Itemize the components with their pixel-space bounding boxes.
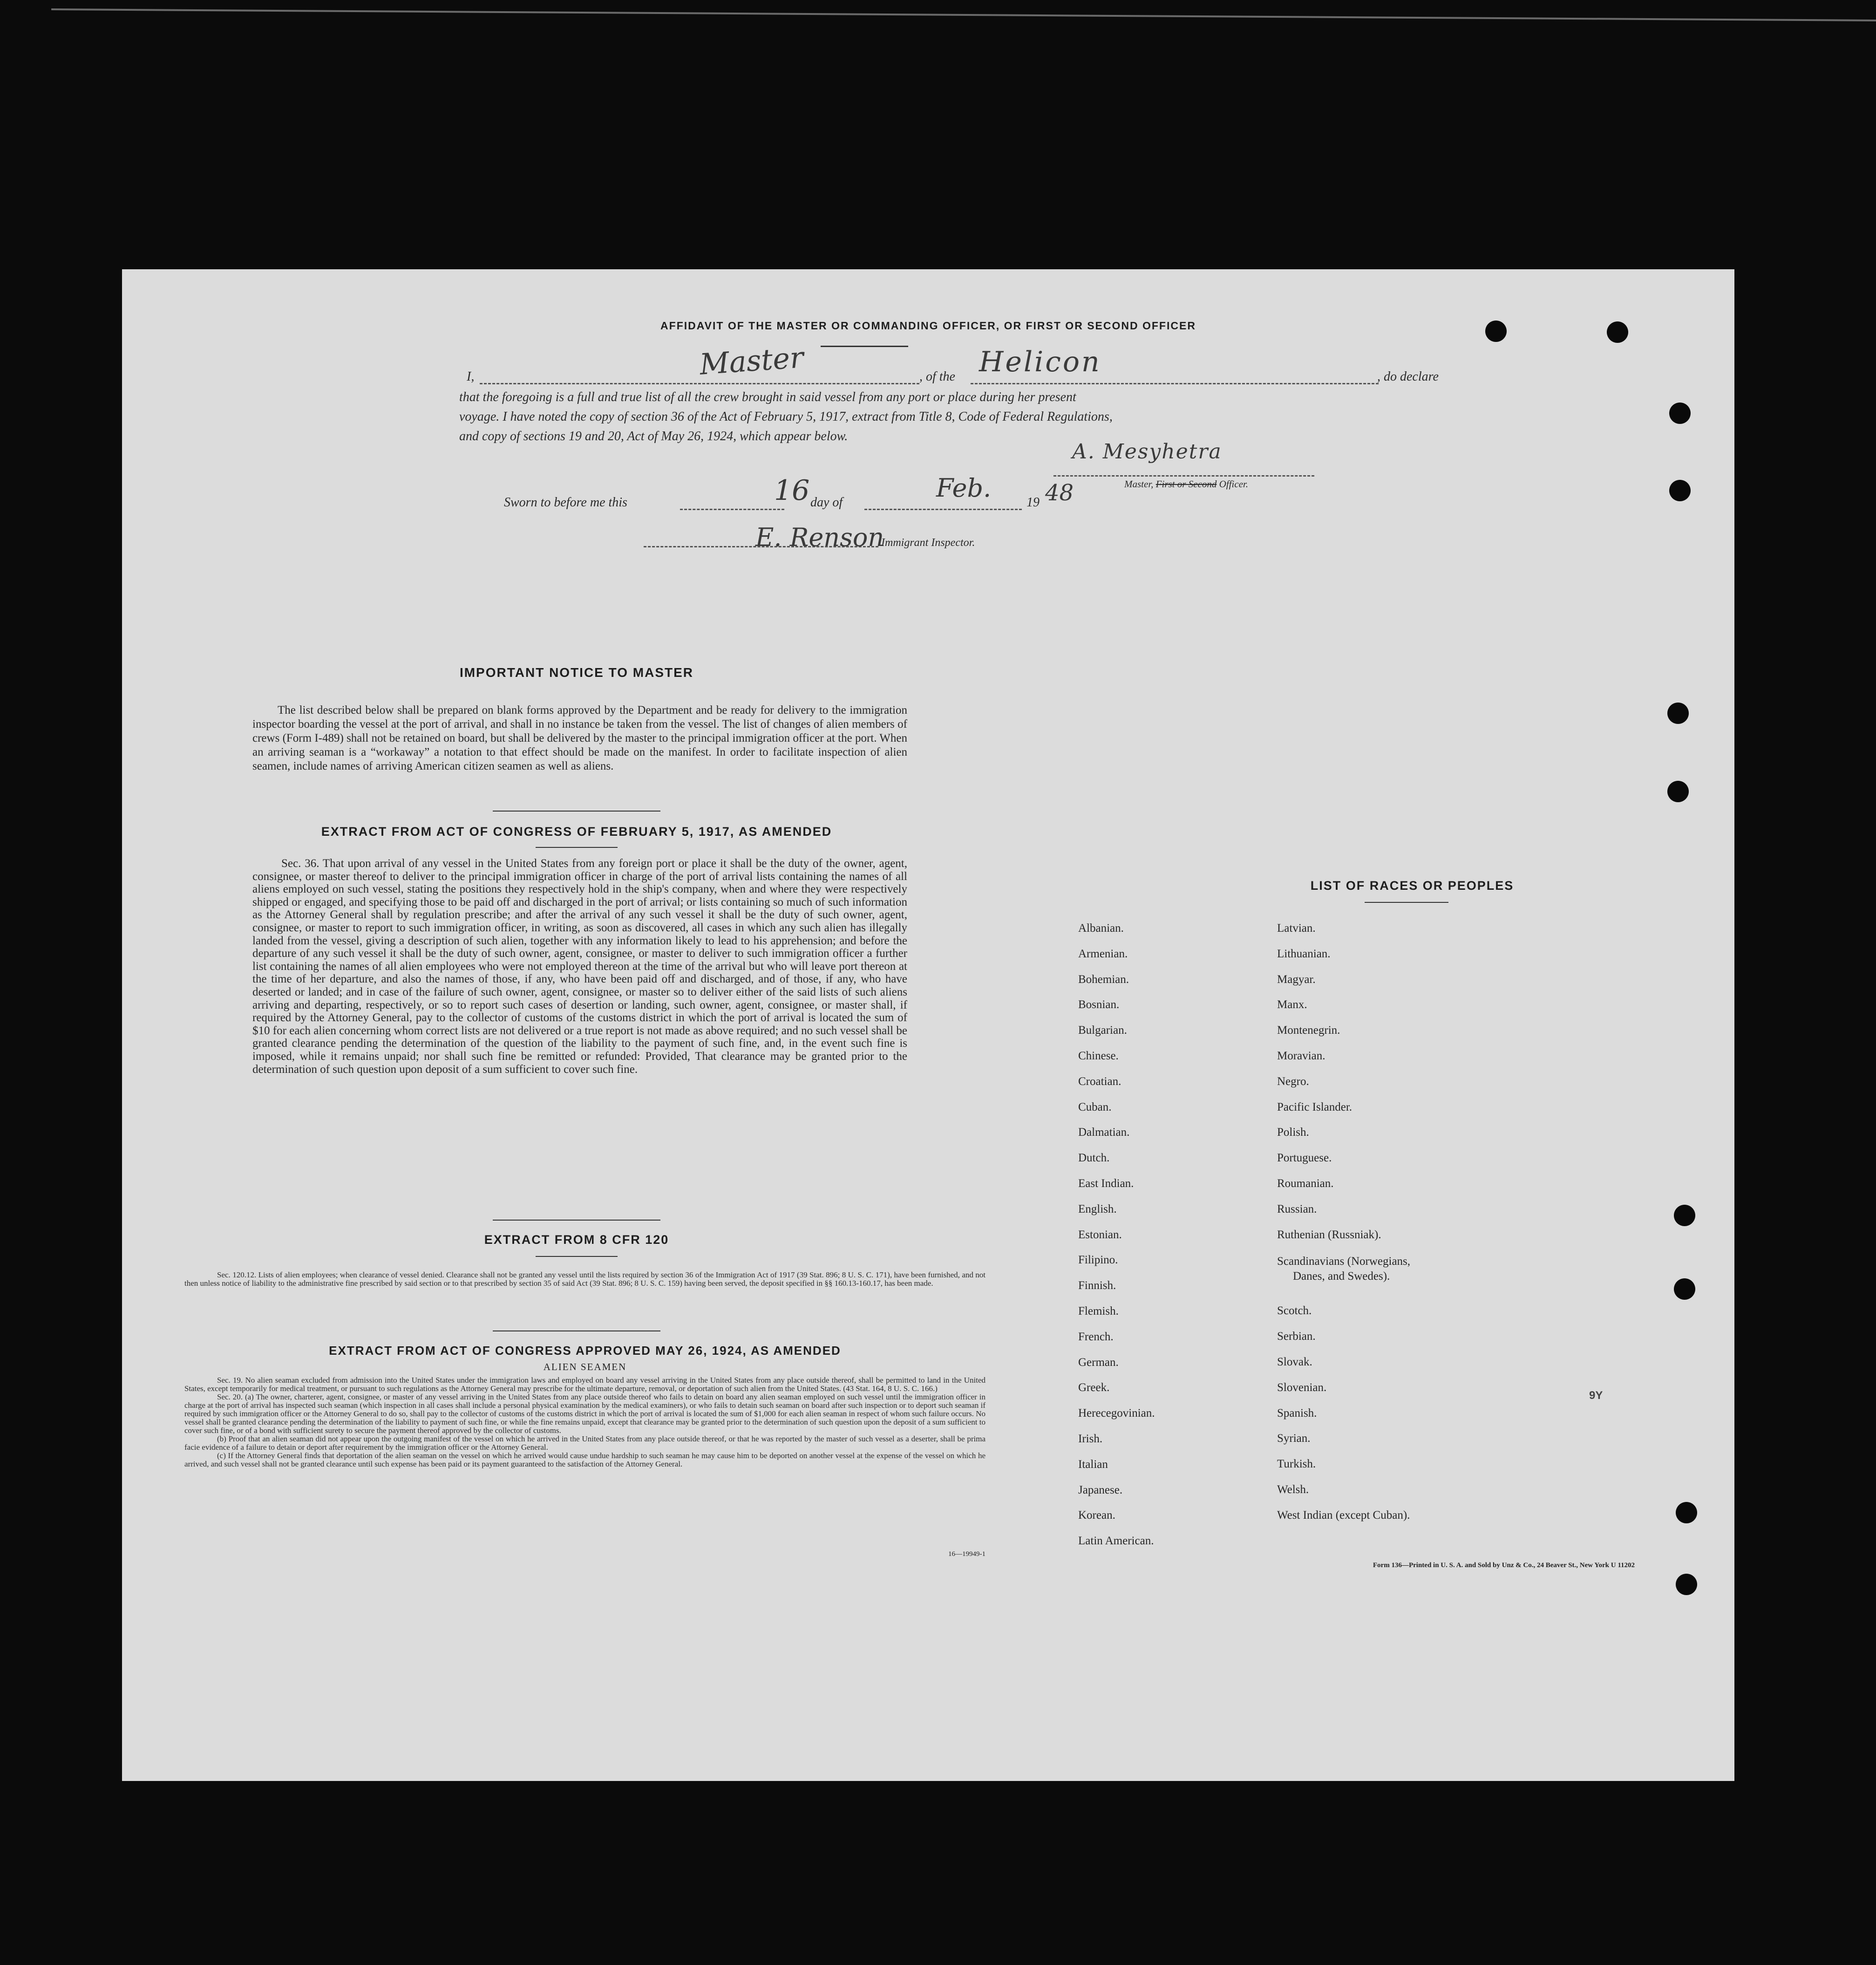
punch-hole	[1667, 781, 1689, 802]
extract-cfr-title: EXTRACT FROM 8 CFR 120	[484, 1233, 669, 1247]
divider	[536, 1256, 618, 1257]
race-item: Japanese.	[1078, 1483, 1123, 1496]
race-item: Flemish.	[1078, 1304, 1119, 1317]
race-item: Spanish.	[1277, 1406, 1317, 1419]
sworn-label: Sworn to before me this	[504, 495, 627, 510]
race-item: Slovak.	[1277, 1355, 1312, 1368]
film-edge	[51, 8, 1876, 35]
race-item: Negro.	[1277, 1075, 1309, 1088]
race-item: Bohemian.	[1078, 973, 1129, 986]
punch-hole	[1674, 1205, 1695, 1226]
affidavit-title: AFFIDAVIT OF THE MASTER OR COMMANDING OFFICER, OR FIRST OR SECOND OFFICER	[660, 320, 1196, 332]
divider	[821, 346, 908, 347]
race-item: Bosnian.	[1078, 998, 1120, 1011]
declaration-line: that the foregoing is a full and true list of all the crew brought in said vessel from any port or place during her present	[459, 390, 1076, 404]
race-item: Dalmatian.	[1078, 1126, 1130, 1139]
notice-title: IMPORTANT NOTICE TO MASTER	[459, 665, 694, 680]
section-20a: Sec. 20. (a) The owner, charterer, agent, consignee, or master of any vessel arriving in the United States from any place outside thereof who fails to detain on board any alien seaman employed on such vessel until the immigration officer in charge at the port of arrival has inspected such seaman (which inspection in all cases shall include a personal physical examination by the medical examiners), or who fails to detain such seaman on board after such inspection or to deport such seaman if required by such immigration officer or the Attorney General to do so, shall pay to the collector of customs of the customs district in which the port of arrival is located the sum of $1,000 for each alien seaman in respect of whom such failure occurs. No vessel shall be granted clearance pending the determination of the liability to payment of such fine, or while the fine remains unpaid, except that clearance may be granted prior to the determination of such question upon the deposit of a sum sufficient to cover such fine, or of a bond with sufficient surety to secure the payment thereof approved by the collector of customs.	[184, 1392, 986, 1435]
race-item: Italian	[1078, 1458, 1108, 1471]
declaration-line: and copy of sections 19 and 20, Act of May 26, 1924, which appear below.	[459, 429, 848, 443]
race-item: Syrian.	[1277, 1432, 1311, 1445]
race-item: Magyar.	[1277, 973, 1316, 986]
form-code: 16—19949-1	[948, 1550, 986, 1558]
blank-line	[480, 383, 919, 384]
declaration-do-declare: , do declare	[1377, 369, 1439, 384]
extract-1924-title: EXTRACT FROM ACT OF CONGRESS APPROVED MAY 26, 1924, AS AMENDED	[329, 1344, 841, 1358]
section-20c: (c) If the Attorney General finds that deportation of the alien seaman on the vessel on which he arrived would cause undue hardship to such seaman he may cause him to be deported on another vessel at the expense of the vessel on which he arrived, and such vessel shall not be granted clearance until such expense has been paid or its payment guaranteed to the satisfaction of the Attorney General.	[184, 1451, 986, 1468]
punch-hole	[1676, 1574, 1697, 1595]
section-19: Sec. 19. No alien seaman excluded from admission into the United States under the immigration laws and employed on board any vessel arriving in the United States from any place outside thereof, shall be permitted to land in the United States, except temporarily for medical treatment, or pursuant to such regulations as the Attorney General may prescribe for the ultimate departure, removal, or deportation of such alien from the United States. (43 Stat. 164, 8 U. S. C. 166.)	[184, 1376, 986, 1393]
race-item: Finnish.	[1078, 1279, 1116, 1292]
race-item: Greek.	[1078, 1381, 1110, 1394]
race-item: Montenegrin.	[1277, 1024, 1340, 1037]
divider	[493, 1330, 660, 1331]
race-item: Dutch.	[1078, 1152, 1110, 1165]
form-footer: Form 136—Printed in U. S. A. and Sold by Unz & Co., 24 Beaver St., New York U 11202	[1373, 1562, 1635, 1569]
divider	[1365, 902, 1448, 903]
race-item: Scotch.	[1277, 1304, 1312, 1317]
race-item: Scandinavians (Norwegians,	[1277, 1255, 1411, 1268]
section-20b: (b) Proof that an alien seaman did not appear upon the outgoing manifest of the vessel on which he arrived in the United States from any place outside thereof, or that he was reported by the master of such vessel as a deserter, shall be prima facie evidence of a failure to detain or deport after requirement by the immigration officer or the Attorney General.	[184, 1434, 986, 1452]
declaration-i: I,	[467, 369, 475, 384]
race-item: Korean.	[1078, 1509, 1115, 1522]
race-item: Latvian.	[1277, 922, 1316, 935]
extract-1917-title: EXTRACT FROM ACT OF CONGRESS OF FEBRUARY 5, 1917, AS AMENDED	[321, 825, 832, 839]
extract-1924-body	[184, 1376, 986, 1468]
handwritten-master: Master	[698, 340, 805, 382]
race-item: Albanian.	[1078, 922, 1124, 935]
divider	[536, 847, 618, 848]
race-item: Latin American.	[1078, 1535, 1154, 1548]
race-item: Irish.	[1078, 1432, 1103, 1445]
blank-line	[971, 383, 1379, 384]
races-left-column	[1078, 916, 1155, 1554]
race-item: Portuguese.	[1277, 1152, 1332, 1165]
race-item: Turkish.	[1277, 1458, 1316, 1471]
punch-hole	[1674, 1278, 1695, 1300]
margin-mark: 9Y	[1589, 1389, 1603, 1402]
notice-body: The list described below shall be prepared on blank forms approved by the Department and be ready for delivery to the immigration inspector boarding the vessel at the port of arrival, and shall in no instance be taken from the vessel. The list of changes of alien members of crews (Form I-489) shall not be retained on board, but shall be delivered by the master to the principal immigration officer at the port. When an arriving seaman is a “workaway” a notation to that effect should be made on the manifest. In order to facilitate inspection of alien seamen, include names of arriving American citizen seamen as well as aliens.	[252, 704, 907, 772]
inspector-signature: E. Renson	[755, 523, 884, 552]
master-signature: A. Mesyhetra	[1072, 440, 1222, 464]
race-item: East Indian.	[1078, 1177, 1134, 1190]
punch-hole	[1669, 403, 1691, 424]
race-item: Armenian.	[1078, 947, 1128, 960]
races-right-column	[1277, 916, 1410, 1528]
race-item: Roumanian.	[1277, 1177, 1334, 1190]
extract-1917-body: Sec. 36. That upon arrival of any vessel in the United States from any foreign port or place it shall be the duty of the owner, agent, consignee, or master thereof to deliver to the principal immigration officer in charge of the port of arrival lists containing the names of all aliens employed on such vessel, stating the positions they respectively hold in the ship's company, when and where they were respectively shipped or engaged, and specifying those to be paid off and discharged in the port of arrival; or lists containing so much of such information as the Attorney General shall by regulation prescribe; and after the arrival of any such vessel it shall be the duty of such owner, agent, consignee, or master to report to such immigration officer, in writing, as soon as discovered, all cases in which any such alien has illegally landed from the vessel, giving a description of such alien, together with any information likely to lead to his apprehension; and before the departure of any such vessel it shall be the duty of such owner, agent, consignee, or master to deliver to such immigration officer a further list containing the names of all alien employees who were not employed thereon at the time of the arrival but who will leave port thereon at the time of her departure, and also the names of those, if any, who have been paid off and discharged, and of those, if any, who have deserted or landed; and in case of the failure of such owner, agent, consignee, or master so to deliver either of the said lists of such aliens arriving and departing, respectively, or so to report such cases of desertion or landing, such owner, agent, consignee, or master shall, if required by the Attorney General, pay to the collector of customs of the customs district in which the port of arrival is located the sum of $10 for each alien concerning whom correct lists are not delivered or a true report is not made as above required; and no such vessel shall be granted clearance pending the determination of the question of the liability to the payment of such fine, and, in the event such fine is imposed, while it remains unpaid; nor shall such fine be remitted or refunded: Provided, That clearance may be granted prior to the determination of such question upon deposit of a sum sufficient to cover such fine.	[252, 857, 907, 1076]
race-item: Serbian.	[1277, 1330, 1316, 1343]
race-item: West Indian (except Cuban).	[1277, 1508, 1410, 1522]
handwritten-year: 48	[1045, 480, 1074, 506]
race-item: English.	[1078, 1202, 1117, 1215]
race-item: French.	[1078, 1330, 1114, 1343]
race-item: Moravian.	[1277, 1049, 1325, 1062]
blank-line	[680, 509, 784, 510]
race-item: Filipino.	[1078, 1254, 1118, 1267]
race-item: German.	[1078, 1356, 1119, 1369]
race-item: Danes, and Swedes).	[1293, 1270, 1390, 1283]
race-item: Estonian.	[1078, 1228, 1122, 1241]
declaration-of-the: , of the	[919, 369, 955, 384]
master-label: Master, First or Second Officer.	[1124, 478, 1248, 490]
extract-1924-subtitle: ALIEN SEAMEN	[543, 1361, 627, 1372]
races-title: LIST OF RACES OR PEOPLES	[1310, 879, 1514, 893]
extract-cfr-body: Sec. 120.12. Lists of alien employees; when clearance of vessel denied. Clearance shall not be granted any vessel until the lists required by section 36 of the Immigration Act of 1917 (39 Stat. 896; 8 U. S. C. 171), have been furnished, and not then unless notice of liability to the administrative fine prescribed by said section or to that prescribed by section 35 of said Act (39 Stat. 896; 8 U. S. C. 159) having been served, the deposit specified in §§ 160.13-160.17, has been made.	[184, 1270, 986, 1288]
race-item: Lithuanian.	[1277, 947, 1331, 960]
race-item: Croatian.	[1078, 1075, 1122, 1088]
year-prefix: 19	[1026, 495, 1040, 510]
race-item: Cuban.	[1078, 1100, 1112, 1113]
punch-hole	[1676, 1502, 1697, 1523]
divider	[493, 1220, 660, 1221]
race-item: Welsh.	[1277, 1483, 1309, 1496]
handwritten-vessel: Helicon	[979, 346, 1101, 378]
race-item: Chinese.	[1078, 1049, 1119, 1062]
race-item: Manx.	[1277, 998, 1307, 1011]
punch-hole	[1667, 703, 1689, 724]
inspector-label: Immigrant Inspector.	[881, 537, 975, 549]
punch-hole	[1669, 480, 1691, 501]
race-item: Herecegovinian.	[1078, 1407, 1155, 1420]
handwritten-month: Feb.	[936, 473, 992, 503]
race-item: Polish.	[1277, 1126, 1309, 1139]
handwritten-day: 16	[774, 474, 810, 507]
day-of-label: day of	[810, 495, 843, 510]
race-item: Ruthenian (Russniak).	[1277, 1228, 1381, 1241]
divider	[493, 811, 660, 812]
race-item: Pacific Islander.	[1277, 1100, 1353, 1113]
declaration-line: voyage. I have noted the copy of section 36 of the Act of February 5, 1917, extract from Title 8, Code of Federal Regulations,	[459, 409, 1113, 424]
race-item: Bulgarian.	[1078, 1024, 1127, 1037]
race-item: Russian.	[1277, 1202, 1317, 1215]
race-item: Slovenian.	[1277, 1381, 1327, 1394]
document-sheet	[122, 269, 1734, 1781]
blank-line	[864, 509, 1022, 510]
